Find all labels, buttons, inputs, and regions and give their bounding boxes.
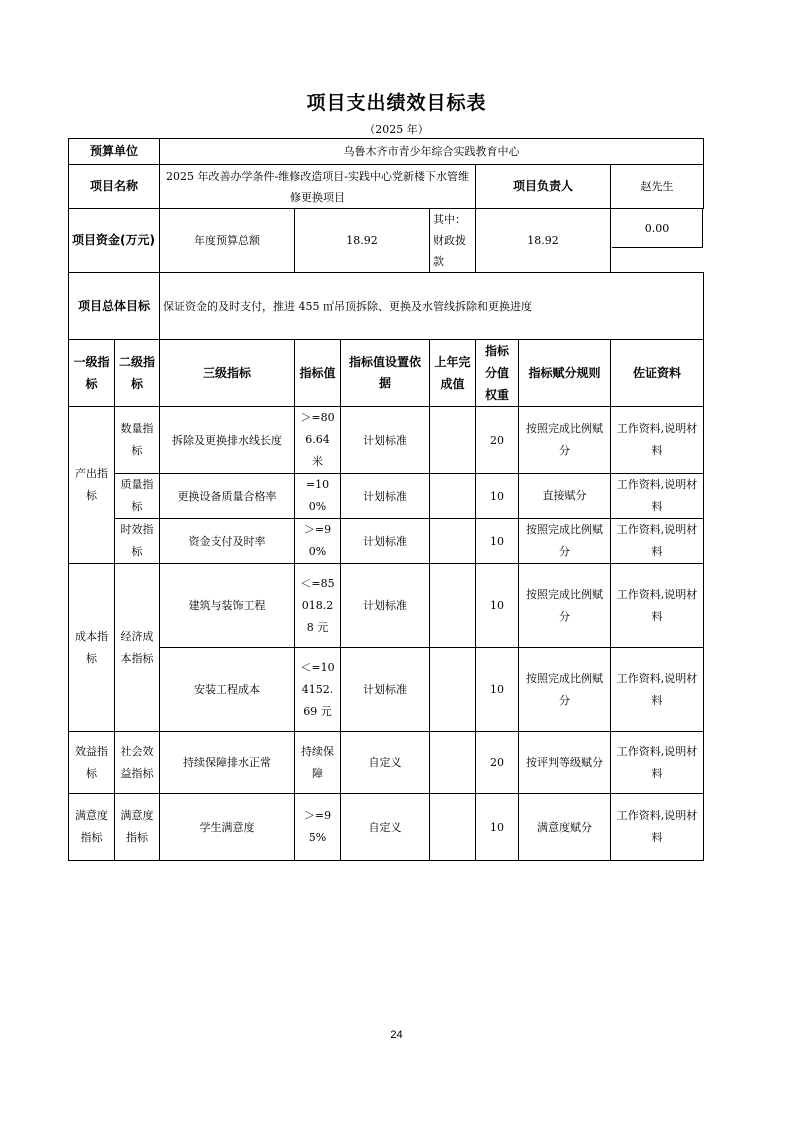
category-output: 产出指标 xyxy=(69,407,115,564)
project-name-label: 项目名称 xyxy=(69,165,160,209)
basis-cell: 计划标准 xyxy=(341,519,430,564)
level2-cell: 时效指标 xyxy=(115,519,160,564)
level2-cell: 数量指标 xyxy=(115,407,160,474)
basis-cell: 计划标准 xyxy=(341,474,430,519)
other-funds-value: 0.00 xyxy=(612,208,703,248)
evidence-cell: 工作资料,说明材料 xyxy=(611,732,704,794)
level2-cell: 质量指标 xyxy=(115,474,160,519)
level3-cell: 安装工程成本 xyxy=(160,648,295,732)
project-leader-value: 赵先生 xyxy=(611,165,704,209)
overall-goal-value: 保证资金的及时支付，推进 455 ㎡吊顶拆除、更换及水管线拆除和更换进度 xyxy=(160,273,704,340)
basis-cell: 计划标准 xyxy=(341,648,430,732)
header-evidence: 佐证资料 xyxy=(611,340,704,407)
rule-cell: 按照完成比例赋分 xyxy=(519,407,611,474)
last-year-cell xyxy=(430,407,476,474)
rule-cell: 按照完成比例赋分 xyxy=(519,519,611,564)
fiscal-label: 其中：财政拨款 xyxy=(430,209,476,273)
rule-cell: 按照完成比例赋分 xyxy=(519,648,611,732)
evidence-cell: 工作资料,说明材料 xyxy=(611,519,704,564)
header-basis: 指标值设置依据 xyxy=(341,340,430,407)
evidence-cell: 工作资料,说明材料 xyxy=(611,794,704,861)
header-level3: 三级指标 xyxy=(160,340,295,407)
category-benefit: 效益指标 xyxy=(69,732,115,794)
value-cell: ＜=104152.69 元 xyxy=(295,648,341,732)
rule-cell: 按评判等级赋分 xyxy=(519,732,611,794)
value-cell: ＞=90% xyxy=(295,519,341,564)
level2-cell: 经济成本指标 xyxy=(115,564,160,732)
last-year-cell xyxy=(430,648,476,732)
document-year: （2025 年） xyxy=(364,123,429,136)
table-row xyxy=(69,732,704,794)
document-title: 项目支出绩效目标表 xyxy=(306,92,487,114)
value-cell: 持续保障 xyxy=(295,732,341,794)
project-name-value: 2025 年改善办学条件-维修改造项目-实践中心党新楼下水管维修更换项目 xyxy=(160,165,476,209)
overall-goal-label: 项目总体目标 xyxy=(69,273,160,340)
evidence-cell: 工作资料,说明材料 xyxy=(611,564,704,648)
annual-budget-value: 18.92 xyxy=(295,209,430,273)
weight-cell: 20 xyxy=(476,407,519,474)
level3-cell: 更换设备质量合格率 xyxy=(160,474,295,519)
value-cell: =100% xyxy=(295,474,341,519)
annual-budget-label: 年度预算总额 xyxy=(160,209,295,273)
basis-cell: 自定义 xyxy=(341,732,430,794)
last-year-cell xyxy=(430,794,476,861)
weight-cell: 20 xyxy=(476,732,519,794)
basis-cell: 计划标准 xyxy=(341,564,430,648)
level3-cell: 拆除及更换排水线长度 xyxy=(160,407,295,474)
level3-cell: 资金支付及时率 xyxy=(160,519,295,564)
rule-cell: 满意度赋分 xyxy=(519,794,611,861)
category-satisfaction: 满意度指标 xyxy=(69,794,115,861)
rule-cell: 直接赋分 xyxy=(519,474,611,519)
table-row xyxy=(69,648,704,732)
table-row xyxy=(69,474,704,519)
evidence-cell: 工作资料,说明材料 xyxy=(611,648,704,732)
basis-cell: 自定义 xyxy=(341,794,430,861)
last-year-cell xyxy=(430,519,476,564)
level3-cell: 学生满意度 xyxy=(160,794,295,861)
last-year-cell xyxy=(430,564,476,648)
weight-cell: 10 xyxy=(476,648,519,732)
budget-unit-value: 乌鲁木齐市青少年综合实践教育中心 xyxy=(160,139,704,165)
weight-cell: 10 xyxy=(476,519,519,564)
table-row xyxy=(69,794,704,861)
weight-cell: 10 xyxy=(476,564,519,648)
weight-cell: 10 xyxy=(476,474,519,519)
header-level1: 一级指标 xyxy=(69,340,115,407)
weight-cell: 10 xyxy=(476,794,519,861)
level3-cell: 建筑与装饰工程 xyxy=(160,564,295,648)
rule-cell: 按照完成比例赋分 xyxy=(519,564,611,648)
header-weight: 指标分值权重 xyxy=(476,340,519,407)
header-level2: 二级指标 xyxy=(115,340,160,407)
fiscal-value: 18.92 xyxy=(476,209,611,273)
last-year-cell xyxy=(430,732,476,794)
level2-cell: 社会效益指标 xyxy=(115,732,160,794)
evidence-cell: 工作资料,说明材料 xyxy=(611,407,704,474)
performance-goal-table xyxy=(68,138,704,861)
value-cell: ＞=95% xyxy=(295,794,341,861)
basis-cell: 计划标准 xyxy=(341,407,430,474)
header-value: 指标值 xyxy=(295,340,341,407)
level2-cell: 满意度指标 xyxy=(115,794,160,861)
value-cell: ＜=85018.28 元 xyxy=(295,564,341,648)
evidence-cell: 工作资料,说明材料 xyxy=(611,474,704,519)
project-leader-label: 项目负责人 xyxy=(476,165,611,209)
table-row xyxy=(69,407,704,474)
header-last-year: 上年完成值 xyxy=(430,340,476,407)
table-row xyxy=(69,564,704,648)
value-cell: ＞=806.64 米 xyxy=(295,407,341,474)
budget-unit-label: 预算单位 xyxy=(69,139,160,165)
header-rule: 指标赋分规则 xyxy=(519,340,611,407)
last-year-cell xyxy=(430,474,476,519)
table-row xyxy=(69,519,704,564)
level3-cell: 持续保障排水正常 xyxy=(160,732,295,794)
category-cost: 成本指标 xyxy=(69,564,115,732)
funds-label: 项目资金(万元) xyxy=(69,209,160,273)
page-number: 24 xyxy=(390,1029,403,1041)
